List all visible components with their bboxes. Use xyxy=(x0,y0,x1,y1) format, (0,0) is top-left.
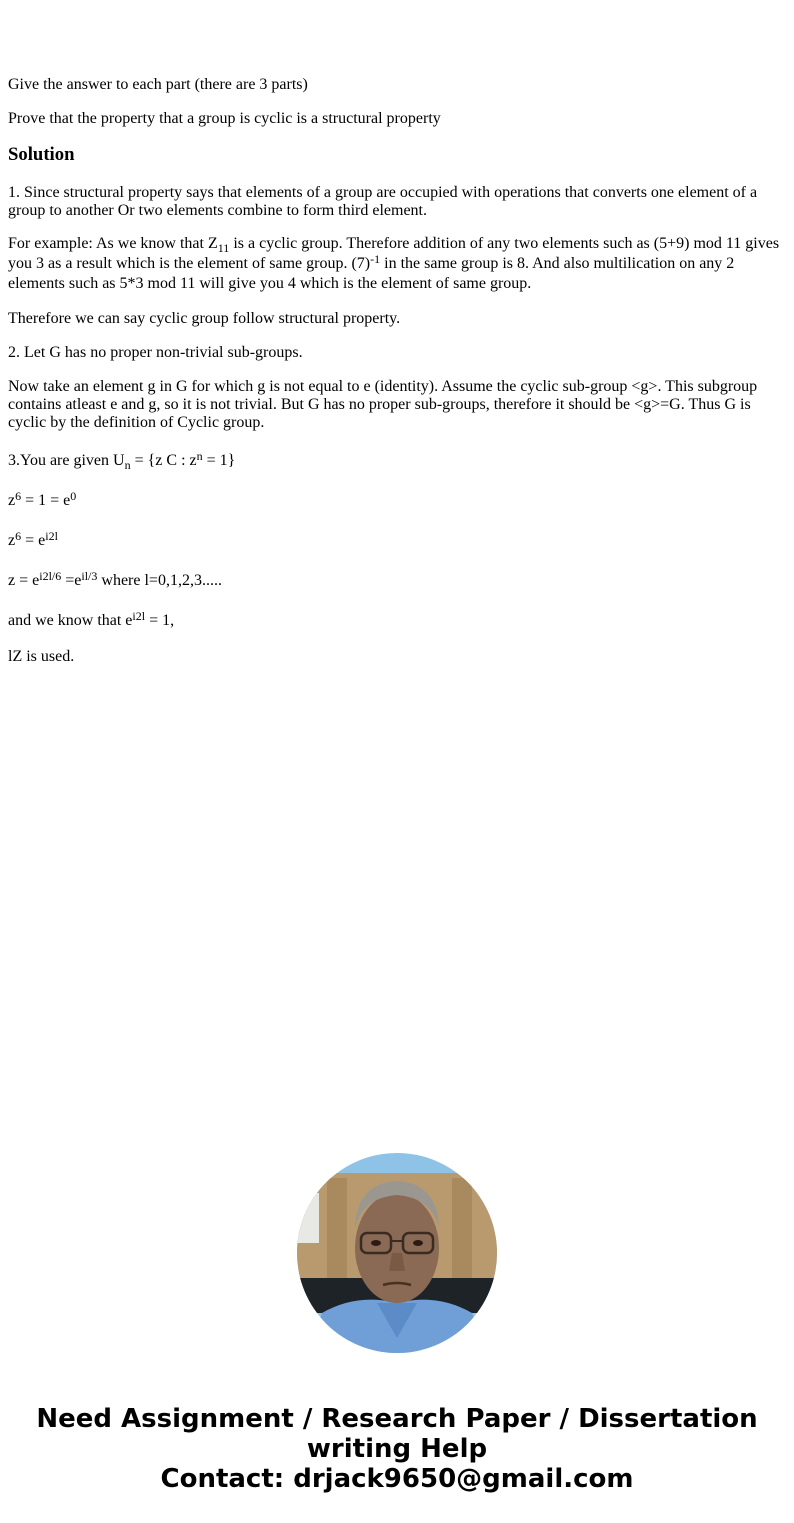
text: z = e xyxy=(8,572,40,589)
superscript: n xyxy=(196,448,203,463)
text: = {z C : z xyxy=(130,452,197,469)
superscript: 6 xyxy=(15,488,22,503)
superscript: i2l xyxy=(132,608,146,623)
text: in the same group is 8. And also multilication on any 2 elements such as 5*3 mod 11 will give you 4 which is the element of same group. xyxy=(8,255,735,292)
part3-line-5 xyxy=(8,608,786,630)
part1-paragraph-1: 1. Since structural property says that elements of a group are occupied with operations that converts one element of a group to another Or two elements combine to form third element. xyxy=(8,184,758,219)
part3-line-3 xyxy=(8,528,786,550)
text: 3.You are given U xyxy=(8,452,125,469)
superscript: i2l xyxy=(45,528,58,543)
subscript: 11 xyxy=(217,240,230,255)
text: and we know that e xyxy=(8,612,133,629)
question-instruction: Give the answer to each part (there are 3 parts) xyxy=(8,76,308,93)
promo-line-1: Need Assignment / Research Paper / Dissertation xyxy=(36,1404,758,1434)
superscript: 6 xyxy=(15,528,22,543)
superscript: -1 xyxy=(370,251,381,266)
text: = 1, xyxy=(145,612,175,629)
solution-heading: Solution xyxy=(8,144,75,165)
text: = 1 = e xyxy=(21,492,71,509)
superscript: 0 xyxy=(70,488,77,503)
part3-line-2 xyxy=(8,488,786,510)
superscript: il/3 xyxy=(81,568,98,583)
part2-paragraph-1: 2. Let G has no proper non-trivial sub-groups. xyxy=(8,344,303,361)
part3-line-4 xyxy=(8,568,786,590)
document-body xyxy=(8,76,786,682)
text: =e xyxy=(61,572,82,589)
text: z xyxy=(8,492,16,509)
text: = e xyxy=(21,532,46,549)
promo-banner xyxy=(0,1404,794,1494)
author-photo-icon xyxy=(297,1153,497,1353)
text: For example: As we know that Z xyxy=(8,235,218,252)
text: z xyxy=(8,532,16,549)
part1-paragraph-3: Therefore we can say cyclic group follow structural property. xyxy=(8,310,401,327)
part1-paragraph-2 xyxy=(8,234,786,294)
promo-line-2: writing Help xyxy=(306,1434,488,1464)
subscript: n xyxy=(124,457,131,472)
part3-line-1 xyxy=(8,448,786,472)
part2-paragraph-2: Now take an element g in G for which g is not equal to e (identity). Assume the cyclic sub-group <g>. This subgroup contains atleast e and g, so it is not trivial. But G has no proper sub-groups, therefore it should be <g>=G. Thus G is cyclic by the definition of Cyclic group. xyxy=(8,378,758,431)
promo-contact: Contact: drjack9650@gmail.com xyxy=(160,1464,634,1494)
text: = 1} xyxy=(202,452,236,469)
question-prompt: Prove that the property that a group is cyclic is a structural property xyxy=(8,110,441,127)
avatar xyxy=(297,1153,497,1353)
text: where l=0,1,2,3..... xyxy=(97,572,222,589)
part3-line-6: lZ is used. xyxy=(8,648,75,665)
superscript: i2l/6 xyxy=(39,568,62,583)
text: is a cyclic group. Therefore addition of any two elements such as (5+9) mod 11 gives you 3 as a result which is the element of same group. (7) xyxy=(8,235,780,272)
